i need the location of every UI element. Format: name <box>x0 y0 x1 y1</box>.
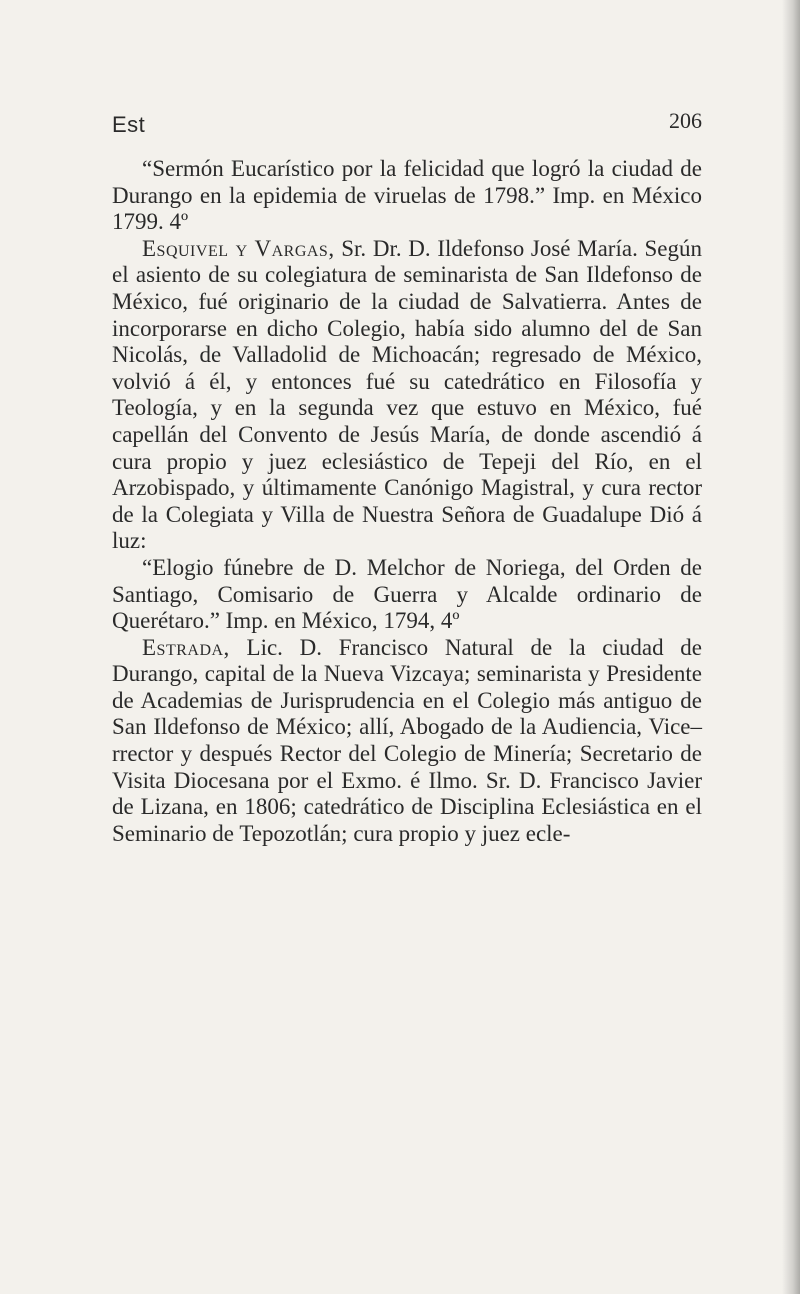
page-edge-shadow <box>782 0 800 1294</box>
entry-paragraph <box>112 635 702 848</box>
paragraph <box>112 555 702 635</box>
paragraph-text: Lic. D. Francisco Natural de la ciudad de Durango, capital de la Nueva Vizcaya; seminarista y Presidente de Academias de Jurisprudencia en el Colegio más antiguo de San Ildefonso de México; allí, Abogado de la Audiencia, Vice–rrector y después Rector del Colegio de Minería; Secretario de Visita Diocesana por el Exmo. é Ilmo. Sr. D. Francisco Javier de Lizana, en 1806; catedrático de Disciplina Eclesiástica en el Seminario de Tepozotlán; cura propio y juez ecle- <box>112 634 702 846</box>
paragraph-text: “Sermón Eucarístico por la felicidad que logró la ciudad de Durango en la epidemia de viruelas de 1798.” Imp. en México 1799. 4º <box>112 156 702 235</box>
entry-heading: Estrada, <box>142 634 230 660</box>
entry-paragraph <box>112 236 702 555</box>
paragraph-text: Sr. Dr. D. Ildefonso José María. Según el asiento de su colegiatura de seminarista de San Ildefonso de México, fué originario de la ciudad de Salvatierra. Antes de incorporarse en dicho Colegio, había sido alumno del de San Nicolás, de Valladolid de Michoacán; regresado de México, volvió á él, y entonces fué su catedrático en Filosofía y Teología, y en la segunda vez que estuvo en México, fué capellán del Convento de Jesús María, de donde ascendió á cura propio y juez eclesiástico de Tepeji del Río, en el Arzobispado, y últimamente Canónigo Magistral, y cura rector de la Colegiata y Villa de Nuestra Señora de Guadalupe Dió á luz: <box>112 235 702 554</box>
page-number: 206 <box>669 108 702 133</box>
paragraph <box>112 156 702 236</box>
page-header <box>112 108 702 152</box>
running-head: Est <box>112 112 146 137</box>
body-text <box>112 156 702 847</box>
paragraph-text: “Elogio fúnebre de D. Melchor de Noriega, del Orden de Santiago, Comisario de Guerra y Alcalde ordinario de Querétaro.” Imp. en México, 1794, 4º <box>112 554 702 634</box>
entry-heading: Esquivel y Vargas, <box>142 235 335 261</box>
